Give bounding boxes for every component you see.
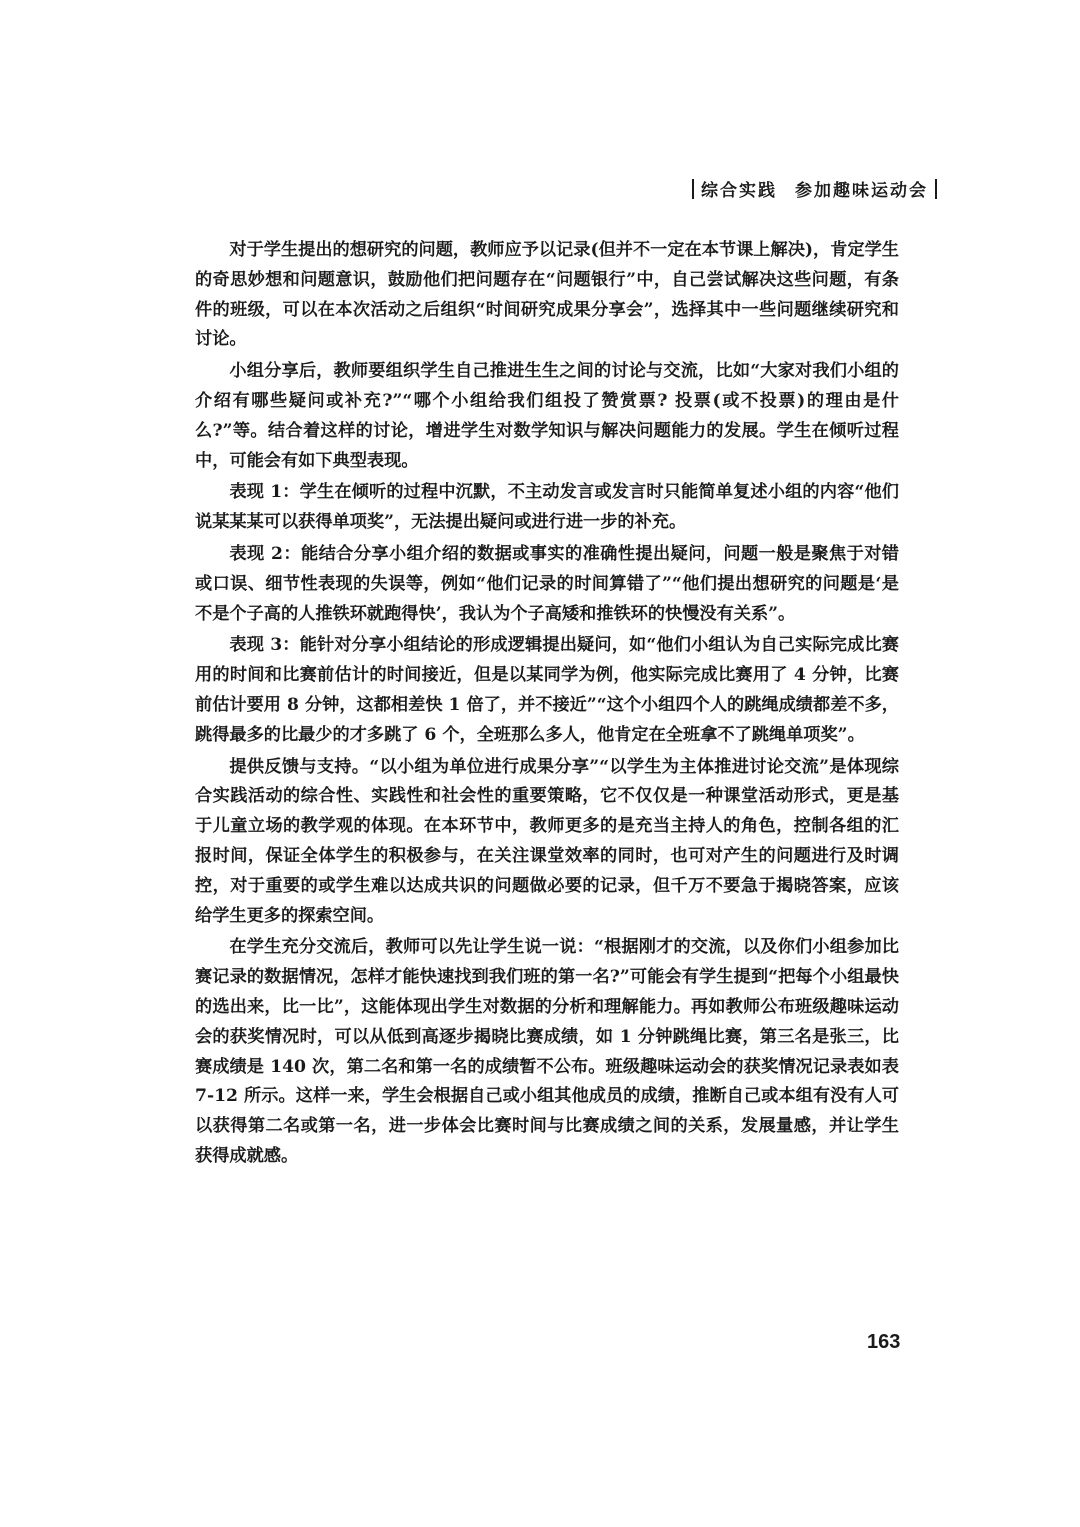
paragraph-6-body: “以小组为单位进行成果分享”“以学生为主体推进讨论交流”是体现综合实践活动的综合性、实践性和社会性的重要策略，它不仅仅是一种课堂活动形式，更是基于儿童立场的教学观的体现。在本环节中，教师更多的是充当主持人的角色，控制各组的汇报时间，保证全体学生的积极参与，在关注课堂效率的同时，也可对产生的问题进行及时调控，对于重要的或学生难以达成共识的问题做必要的记录，但千万不要急于揭晓答案，应该给学生更多的探索空间。 <box>195 756 899 926</box>
paragraph-7: 在学生充分交流后，教师可以先让学生说一说：“根据刚才的交流，以及你们小组参加比赛记录的数据情况，怎样才能快速找到我们班的第一名?”可能会有学生提到“把每个小组最快的选出来，比一比”，这能体现出学生对数据的分析和理解能力。再如教师公布班级趣味运动会的获奖情况时，可以从低到高逐步揭晓比赛成绩，如 1 分钟跳绳比赛，第三名是张三，比赛成绩是 140 次，第二名和第一名的成绩暂不公布。班级趣味运动会的获奖情况记录表如表 7-12 所示。这样一来，学生会根据自己或小组其他成员的成绩，推断自己或本组有没有人可以获得第二名或第一名，进一步体会比赛时间与比赛成绩之间的关系，发展量感，并让学生获得成就感。 <box>195 937 899 1166</box>
running-header <box>685 176 944 201</box>
paragraph-3: 表现 1：学生在倾听的过程中沉默，不主动发言或发言时只能简单复述小组的内容“他们说某某某可以获得单项奖”，无法提出疑问或进行进一步的补充。 <box>195 482 899 533</box>
header-divider-left <box>692 179 694 199</box>
paragraph-1: 对于学生提出的想研究的问题，教师应予以记录(但并不一定在本节课上解决)，肯定学生的奇思妙想和问题意识，鼓励他们把问题存在“问题银行”中，自己尝试解决这些问题，有条件的班级，可以在本次活动之后组织“时间研究成果分享会”，选择其中一些问题继续研究和讨论。 <box>195 240 899 350</box>
paragraph-6-lead: 提供反馈与支持。 <box>229 756 370 777</box>
paragraph-2: 小组分享后，教师要组织学生自己推进生生之间的讨论与交流，比如“大家对我们小组的介绍有哪些疑问或补充?”“哪个小组给我们组投了赞赏票? 投票(或不投票)的理由是什么?”等。结合着这样的讨论，增进学生对数学知识与解决问题能力的发展。学生在倾听过程中，可能会有如下典型表现。 <box>195 361 899 471</box>
page-number: 163 <box>867 1331 901 1353</box>
header-section: 综合实践 <box>701 181 777 201</box>
paragraph-5: 表现 3：能针对分享小组结论的形成逻辑提出疑问，如“他们小组认为自己实际完成比赛用的时间和比赛前估计的时间接近，但是以某同学为例，他实际完成比赛用了 4 分钟，比赛前估计要用 8 分钟，这都相差快 1 倍了，并不接近”“这个小组四个人的跳绳成绩都差不多，跳得最多的比最少的才多跳了 6 个，全班那么多人，他肯定在全班拿不了跳绳单项奖”。 <box>195 635 899 745</box>
paragraph-6 <box>195 753 899 932</box>
header-title: 参加趣味运动会 <box>795 181 928 201</box>
paragraph-4: 表现 2：能结合分享小组介绍的数据或事实的准确性提出疑问，问题一般是聚焦于对错或口误、细节性表现的失误等，例如“他们记录的时间算错了”“他们提出想研究的问题是‘是不是个子高的人推铁环就跑得快’，我认为个子高矮和推铁环的快慢没有关系”。 <box>195 543 899 624</box>
header-divider-right <box>935 179 937 199</box>
body-text <box>195 236 899 1174</box>
